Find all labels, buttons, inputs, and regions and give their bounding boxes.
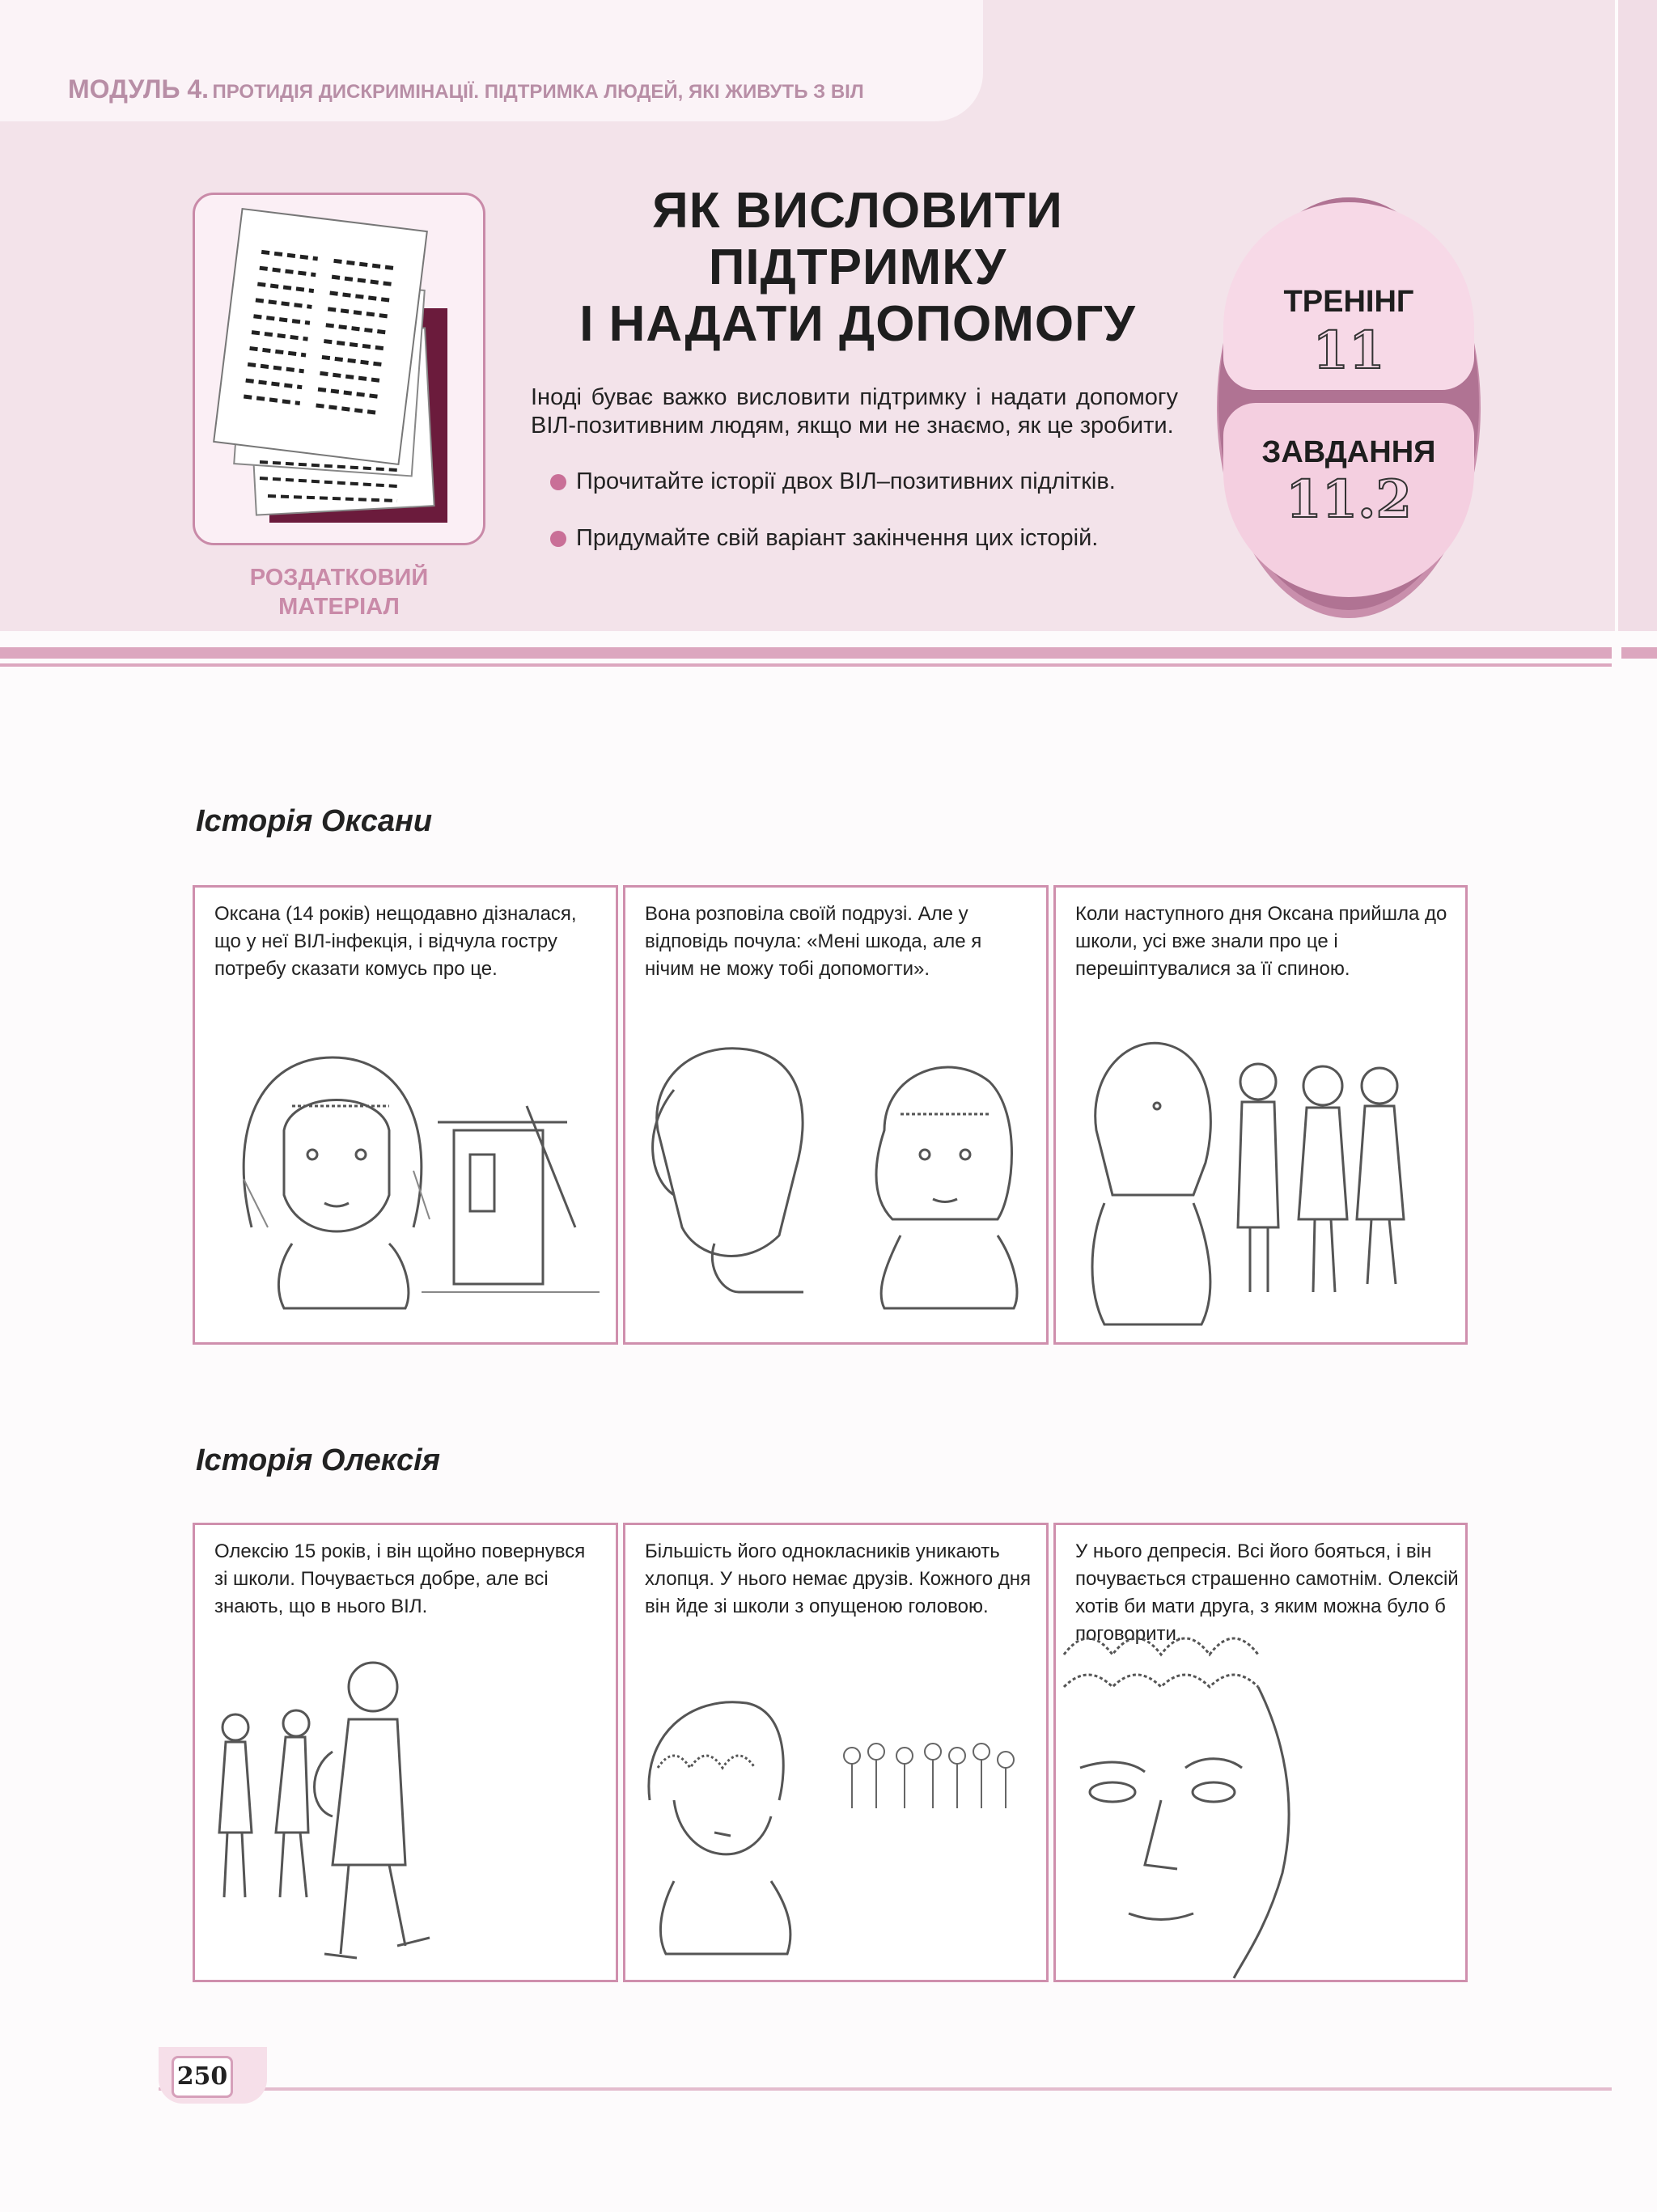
title-line-2: ПІДТРИМКУ bbox=[708, 239, 1007, 295]
intro-text: Іноді буває важко висловити підтримку і надати допомогу ВІЛ-позитивним людям, якщо ми не знаємо, як це зробити. bbox=[531, 384, 1178, 439]
panel-caption: У нього депресія. Всі його бояться, і він почувається страшенно самотнім. Олексій хотів би мати друга, з яким можна було б поговорити. bbox=[1075, 1540, 1459, 1645]
pink-dot-icon bbox=[550, 474, 566, 490]
header-stripe-right bbox=[1621, 647, 1657, 659]
comic-panel bbox=[193, 1523, 618, 1982]
comic-panel bbox=[1053, 1523, 1468, 1982]
pink-dot-icon bbox=[550, 531, 566, 547]
training-label: ТРЕНІНГ bbox=[1283, 285, 1414, 319]
right-edge-strip bbox=[1618, 0, 1657, 631]
two-girls-talking-illustration bbox=[625, 888, 1049, 1345]
training-number: 11 bbox=[1312, 320, 1385, 381]
bullet-item-1: Прочитайте історії двох ВІЛ–позитивних підлітків. bbox=[576, 468, 1176, 496]
panel-caption: Оксана (14 років) нещодавно дізналася, що у неї ВІЛ-інфекція, і відчула гостру потребу сказати комусь про це. bbox=[214, 903, 577, 980]
task-number: 11.2 bbox=[1286, 469, 1412, 530]
panel-caption: Вона розповіла своїй подрузі. Але у відповідь почула: «Мені шкода, але я нічим не можу тобі допомогти». bbox=[645, 903, 982, 980]
panel-caption: Олексію 15 років, і він щойно повернувся зі школи. Почувається добре, але всі знають, що в нього ВІЛ. bbox=[214, 1540, 586, 1617]
handout-icon-box bbox=[193, 193, 485, 545]
page-number: 250 bbox=[172, 2056, 233, 2098]
boy-closeup-face-illustration bbox=[1056, 1525, 1468, 1982]
bullet-item-2: Придумайте свій варіант закінчення цих історій. bbox=[576, 524, 1176, 553]
girl-portrait-illustration bbox=[195, 888, 618, 1345]
story-title-oksana: Історія Оксани bbox=[196, 804, 433, 838]
stack-of-papers-icon bbox=[195, 195, 485, 545]
panel-caption: Коли наступного дня Оксана прийшла до школи, усі вже знали про це і перешіптувалися за її спиною. bbox=[1075, 903, 1447, 980]
boy-walking-illustration bbox=[195, 1525, 618, 1982]
header-stripe-1 bbox=[0, 647, 1612, 659]
comic-panel bbox=[623, 885, 1049, 1345]
title-line-1: ЯК ВИСЛОВИТИ bbox=[652, 183, 1063, 239]
title-line-3: І НАДАТИ ДОПОМОГУ bbox=[579, 296, 1136, 352]
task-label: ЗАВДАННЯ bbox=[1261, 435, 1436, 469]
module-heading bbox=[68, 74, 864, 104]
footer-line bbox=[159, 2087, 1612, 2091]
comic-panel bbox=[1053, 885, 1468, 1345]
panel-caption: Більшість його однокласників уникають хлопця. У нього немає друзів. Кожного дня він йде зі школи з опущеною головою. bbox=[645, 1540, 1032, 1617]
module-title: ПРОТИДІЯ ДИСКРИМІНАЦІЇ. ПІДТРИМКА ЛЮДЕЙ, ЯКІ ЖИВУТЬ З ВІЛ bbox=[212, 81, 864, 103]
handout-label: РОЗДАТКОВИЙ МАТЕРІАЛ bbox=[249, 565, 429, 620]
comic-panel bbox=[623, 1523, 1049, 1982]
comic-panel bbox=[193, 885, 618, 1345]
sad-boy-and-group-illustration bbox=[625, 1525, 1049, 1982]
header-stripe-2 bbox=[0, 663, 1612, 667]
page-title bbox=[518, 183, 1197, 353]
story-title-oleksiy: Історія Олексія bbox=[196, 1443, 441, 1477]
whispering-classmates-illustration bbox=[1056, 888, 1468, 1345]
module-label: МОДУЛЬ 4. bbox=[68, 74, 210, 104]
